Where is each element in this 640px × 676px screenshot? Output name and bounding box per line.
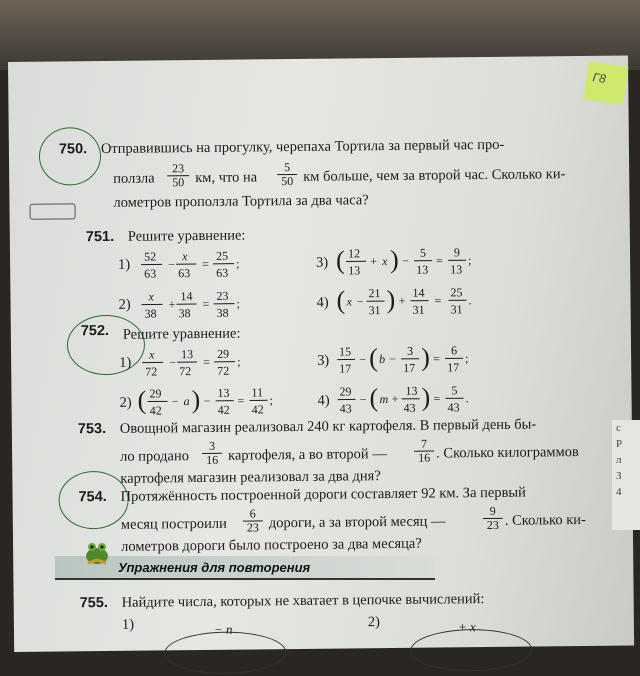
- svg-text:−: −: [168, 257, 175, 271]
- svg-text:−: −: [402, 254, 409, 268]
- chain-1-operation: − n: [214, 622, 233, 638]
- problem-751-number: 751.: [86, 229, 114, 245]
- svg-text:38: 38: [217, 306, 229, 320]
- difficulty-marker: [29, 203, 75, 219]
- svg-text:17: 17: [447, 360, 459, 374]
- sticky-note-text: Г8: [592, 70, 628, 89]
- svg-text:13: 13: [450, 262, 462, 276]
- eq-751-3-formula: [336, 243, 486, 281]
- eq-752-3-formula: [337, 341, 487, 379]
- edge-mark: Р: [616, 436, 640, 452]
- svg-text:21: 21: [368, 286, 380, 300]
- svg-text:72: 72: [217, 364, 229, 378]
- eq-751-2-formula: [138, 287, 268, 322]
- svg-text:31: 31: [451, 302, 463, 316]
- eq-751-3: [336, 243, 486, 286]
- svg-text:;: ;: [468, 253, 471, 267]
- eq-751-2-label: 2): [118, 297, 130, 314]
- svg-text:29: 29: [339, 384, 351, 398]
- svg-text:43: 43: [448, 400, 460, 414]
- svg-text:x: x: [381, 254, 388, 268]
- eq-751-2: [138, 287, 268, 327]
- edge-mark: с: [616, 420, 640, 436]
- eq-751-1-label: 1): [118, 257, 130, 274]
- eq-751-1-formula: [138, 247, 268, 282]
- svg-text:38: 38: [179, 306, 191, 320]
- svg-text:=: =: [237, 394, 244, 408]
- svg-text:): ): [386, 285, 395, 314]
- adjacent-page-edge: [612, 420, 640, 530]
- svg-text:42: 42: [150, 403, 162, 417]
- edge-mark: 4: [616, 484, 640, 500]
- svg-text:13: 13: [217, 386, 229, 400]
- svg-text:−: −: [356, 294, 363, 308]
- svg-text:29: 29: [149, 386, 161, 400]
- problem-750-line-2c: км больше, чем за второй час. Сколько ки-: [303, 166, 565, 186]
- svg-text:): ): [421, 343, 430, 372]
- svg-text:.: .: [468, 293, 471, 307]
- svg-text:63: 63: [216, 266, 228, 280]
- problem-754-line-2b: дороги, а за второй месяц —: [269, 513, 446, 532]
- edge-mark: З: [616, 468, 640, 484]
- svg-text:−: −: [389, 352, 396, 366]
- svg-text:−: −: [359, 392, 366, 406]
- svg-text:a: a: [183, 394, 189, 408]
- svg-text:3: 3: [407, 344, 413, 358]
- svg-text:=: =: [434, 293, 441, 307]
- svg-text:−: −: [359, 352, 366, 366]
- chain-1-arrow-arc: [164, 631, 286, 674]
- problem-752-title: Решите уравнение:: [123, 326, 241, 344]
- svg-text:9: 9: [454, 245, 460, 259]
- svg-text:.: .: [465, 391, 468, 405]
- svg-text:): ): [390, 245, 399, 274]
- svg-text:38: 38: [145, 306, 157, 320]
- svg-text:(: (: [369, 383, 378, 412]
- problem-753-line-1: Овощной магазин реализовал 240 кг картофеля. В первый день бы-: [120, 416, 537, 437]
- svg-text:+: +: [168, 297, 175, 311]
- svg-text:13: 13: [416, 263, 428, 277]
- svg-text:13: 13: [348, 263, 360, 277]
- svg-text:): ): [421, 383, 430, 412]
- problem-752-number: 752.: [81, 323, 109, 339]
- eq-752-1-formula: [139, 345, 269, 380]
- svg-text:x: x: [148, 347, 155, 361]
- svg-text:(: (: [137, 386, 146, 415]
- svg-text:52: 52: [144, 249, 156, 263]
- svg-text:;: ;: [237, 355, 240, 369]
- eq-751-3-label: 3): [316, 255, 328, 272]
- frog-icon: [82, 538, 112, 573]
- svg-text:=: =: [433, 391, 440, 405]
- svg-text:63: 63: [178, 266, 190, 280]
- problem-750-line-2a: ползла: [113, 170, 155, 187]
- fraction-5-50: $\frac{5}{50}$: [277, 161, 297, 188]
- problem-753-line-3: картофеля магазин реализовал за два дня?: [120, 468, 381, 488]
- sticky-note: [584, 61, 629, 104]
- svg-text:72: 72: [145, 364, 157, 378]
- svg-text:42: 42: [252, 402, 264, 416]
- svg-text:+: +: [370, 254, 377, 268]
- svg-text:15: 15: [339, 344, 351, 358]
- svg-text:−: −: [171, 394, 178, 408]
- eq-752-4-label: 4): [317, 393, 329, 410]
- fraction-6-23: $\frac{6}{23}$: [243, 507, 263, 534]
- chain-2-operation: + x: [458, 619, 476, 635]
- fraction-23-50: $\frac{23}{50}$: [167, 162, 189, 189]
- svg-text:42: 42: [218, 403, 230, 417]
- svg-text:17: 17: [339, 361, 351, 375]
- svg-text:−: −: [203, 394, 210, 408]
- section-banner-title: Упражнения для повторения: [118, 560, 310, 575]
- problem-753-line-2b: картофеля, а во второй —: [228, 446, 387, 465]
- svg-text:13: 13: [181, 347, 193, 361]
- svg-text:5: 5: [451, 383, 457, 397]
- svg-text:−: −: [169, 355, 176, 369]
- chain-2-label: 2): [368, 614, 380, 631]
- fraction-3-16: $\frac{3}{16}$: [202, 440, 222, 467]
- svg-text:23: 23: [216, 289, 228, 303]
- svg-text:x: x: [181, 249, 188, 263]
- svg-text:+: +: [398, 294, 405, 308]
- problem-753-line-2c: . Сколько килограммов: [436, 444, 579, 462]
- eq-752-2-formula: [137, 383, 287, 421]
- svg-text:17: 17: [403, 361, 415, 375]
- problem-753-number: 753.: [78, 421, 106, 437]
- problem-754-number: 754.: [78, 489, 106, 505]
- svg-text:14: 14: [180, 289, 192, 303]
- svg-text:43: 43: [340, 401, 352, 415]
- svg-text:29: 29: [217, 347, 229, 361]
- svg-text:25: 25: [216, 249, 228, 263]
- svg-text:13: 13: [405, 384, 417, 398]
- problem-750-line-3: лометров проползла Тортила за два часа?: [113, 192, 368, 212]
- svg-text:12: 12: [348, 246, 360, 260]
- problem-750-number: 750.: [59, 141, 87, 157]
- eq-751-1: [138, 247, 268, 286]
- svg-text:31: 31: [413, 303, 425, 317]
- svg-text:;: ;: [236, 297, 239, 311]
- svg-text:=: =: [202, 297, 209, 311]
- svg-text:63: 63: [144, 266, 156, 280]
- fraction-9-23: $\frac{9}{23}$: [483, 505, 503, 532]
- eq-751-4-label: 4): [316, 295, 328, 312]
- svg-text:m: m: [379, 392, 388, 406]
- svg-text:72: 72: [179, 364, 191, 378]
- svg-text:25: 25: [450, 285, 462, 299]
- eq-752-1-label: 1): [119, 355, 131, 372]
- fraction-7-16: $\frac{7}{16}$: [414, 438, 434, 465]
- eq-752-2-label: 2): [119, 395, 131, 412]
- svg-text:(: (: [336, 245, 345, 274]
- svg-text:;: ;: [269, 393, 272, 407]
- svg-text:;: ;: [465, 351, 468, 365]
- eq-752-3: [337, 341, 487, 384]
- problem-754-line-3: лометров дороги было построено за два месяца?: [121, 536, 422, 556]
- svg-text:x: x: [345, 294, 352, 308]
- problem-754-line-2a: месяц построили: [121, 516, 227, 534]
- eq-751-4-formula: [336, 283, 486, 321]
- svg-text:=: =: [203, 355, 210, 369]
- problem-754-line-1: Протяжённость построенной дороги составляет 92 км. За первый: [120, 485, 525, 506]
- svg-text:(: (: [336, 285, 345, 314]
- problem-755-number: 755.: [80, 595, 108, 611]
- eq-752-4-formula: [337, 381, 487, 419]
- problem-751-title: Решите уравнение:: [128, 228, 246, 246]
- svg-text:): ): [191, 385, 200, 414]
- edge-mark: л: [616, 452, 640, 468]
- svg-text:31: 31: [369, 303, 381, 317]
- svg-text:+: +: [391, 392, 398, 406]
- svg-text:=: =: [433, 351, 440, 365]
- svg-text:11: 11: [251, 385, 263, 399]
- svg-text:43: 43: [404, 401, 416, 415]
- svg-text:x: x: [147, 289, 154, 303]
- problem-753-line-2a: ло продано: [120, 448, 189, 466]
- eq-751-4: [336, 283, 486, 326]
- eq-752-1: [139, 345, 269, 385]
- problem-755-line-1: Найдите числа, которых не хватает в цепочке вычислений:: [122, 591, 485, 612]
- svg-text:;: ;: [236, 257, 239, 271]
- chain-2-arrow-arc: [410, 629, 532, 672]
- svg-text:=: =: [436, 253, 443, 267]
- problem-750-line-1: Отправившись на прогулку, черепаха Тортила за первый час про-: [101, 137, 505, 158]
- chain-1-label: 1): [122, 617, 134, 634]
- svg-text:14: 14: [412, 286, 424, 300]
- eq-752-3-label: 3): [317, 353, 329, 370]
- svg-text:b: b: [379, 352, 385, 366]
- problem-754-line-2c: . Сколько ки-: [505, 512, 586, 530]
- svg-text:6: 6: [451, 343, 457, 357]
- svg-text:(: (: [369, 343, 378, 372]
- svg-text:5: 5: [420, 246, 426, 260]
- svg-text:=: =: [202, 257, 209, 271]
- problem-750-line-2b: км, что на: [195, 169, 257, 187]
